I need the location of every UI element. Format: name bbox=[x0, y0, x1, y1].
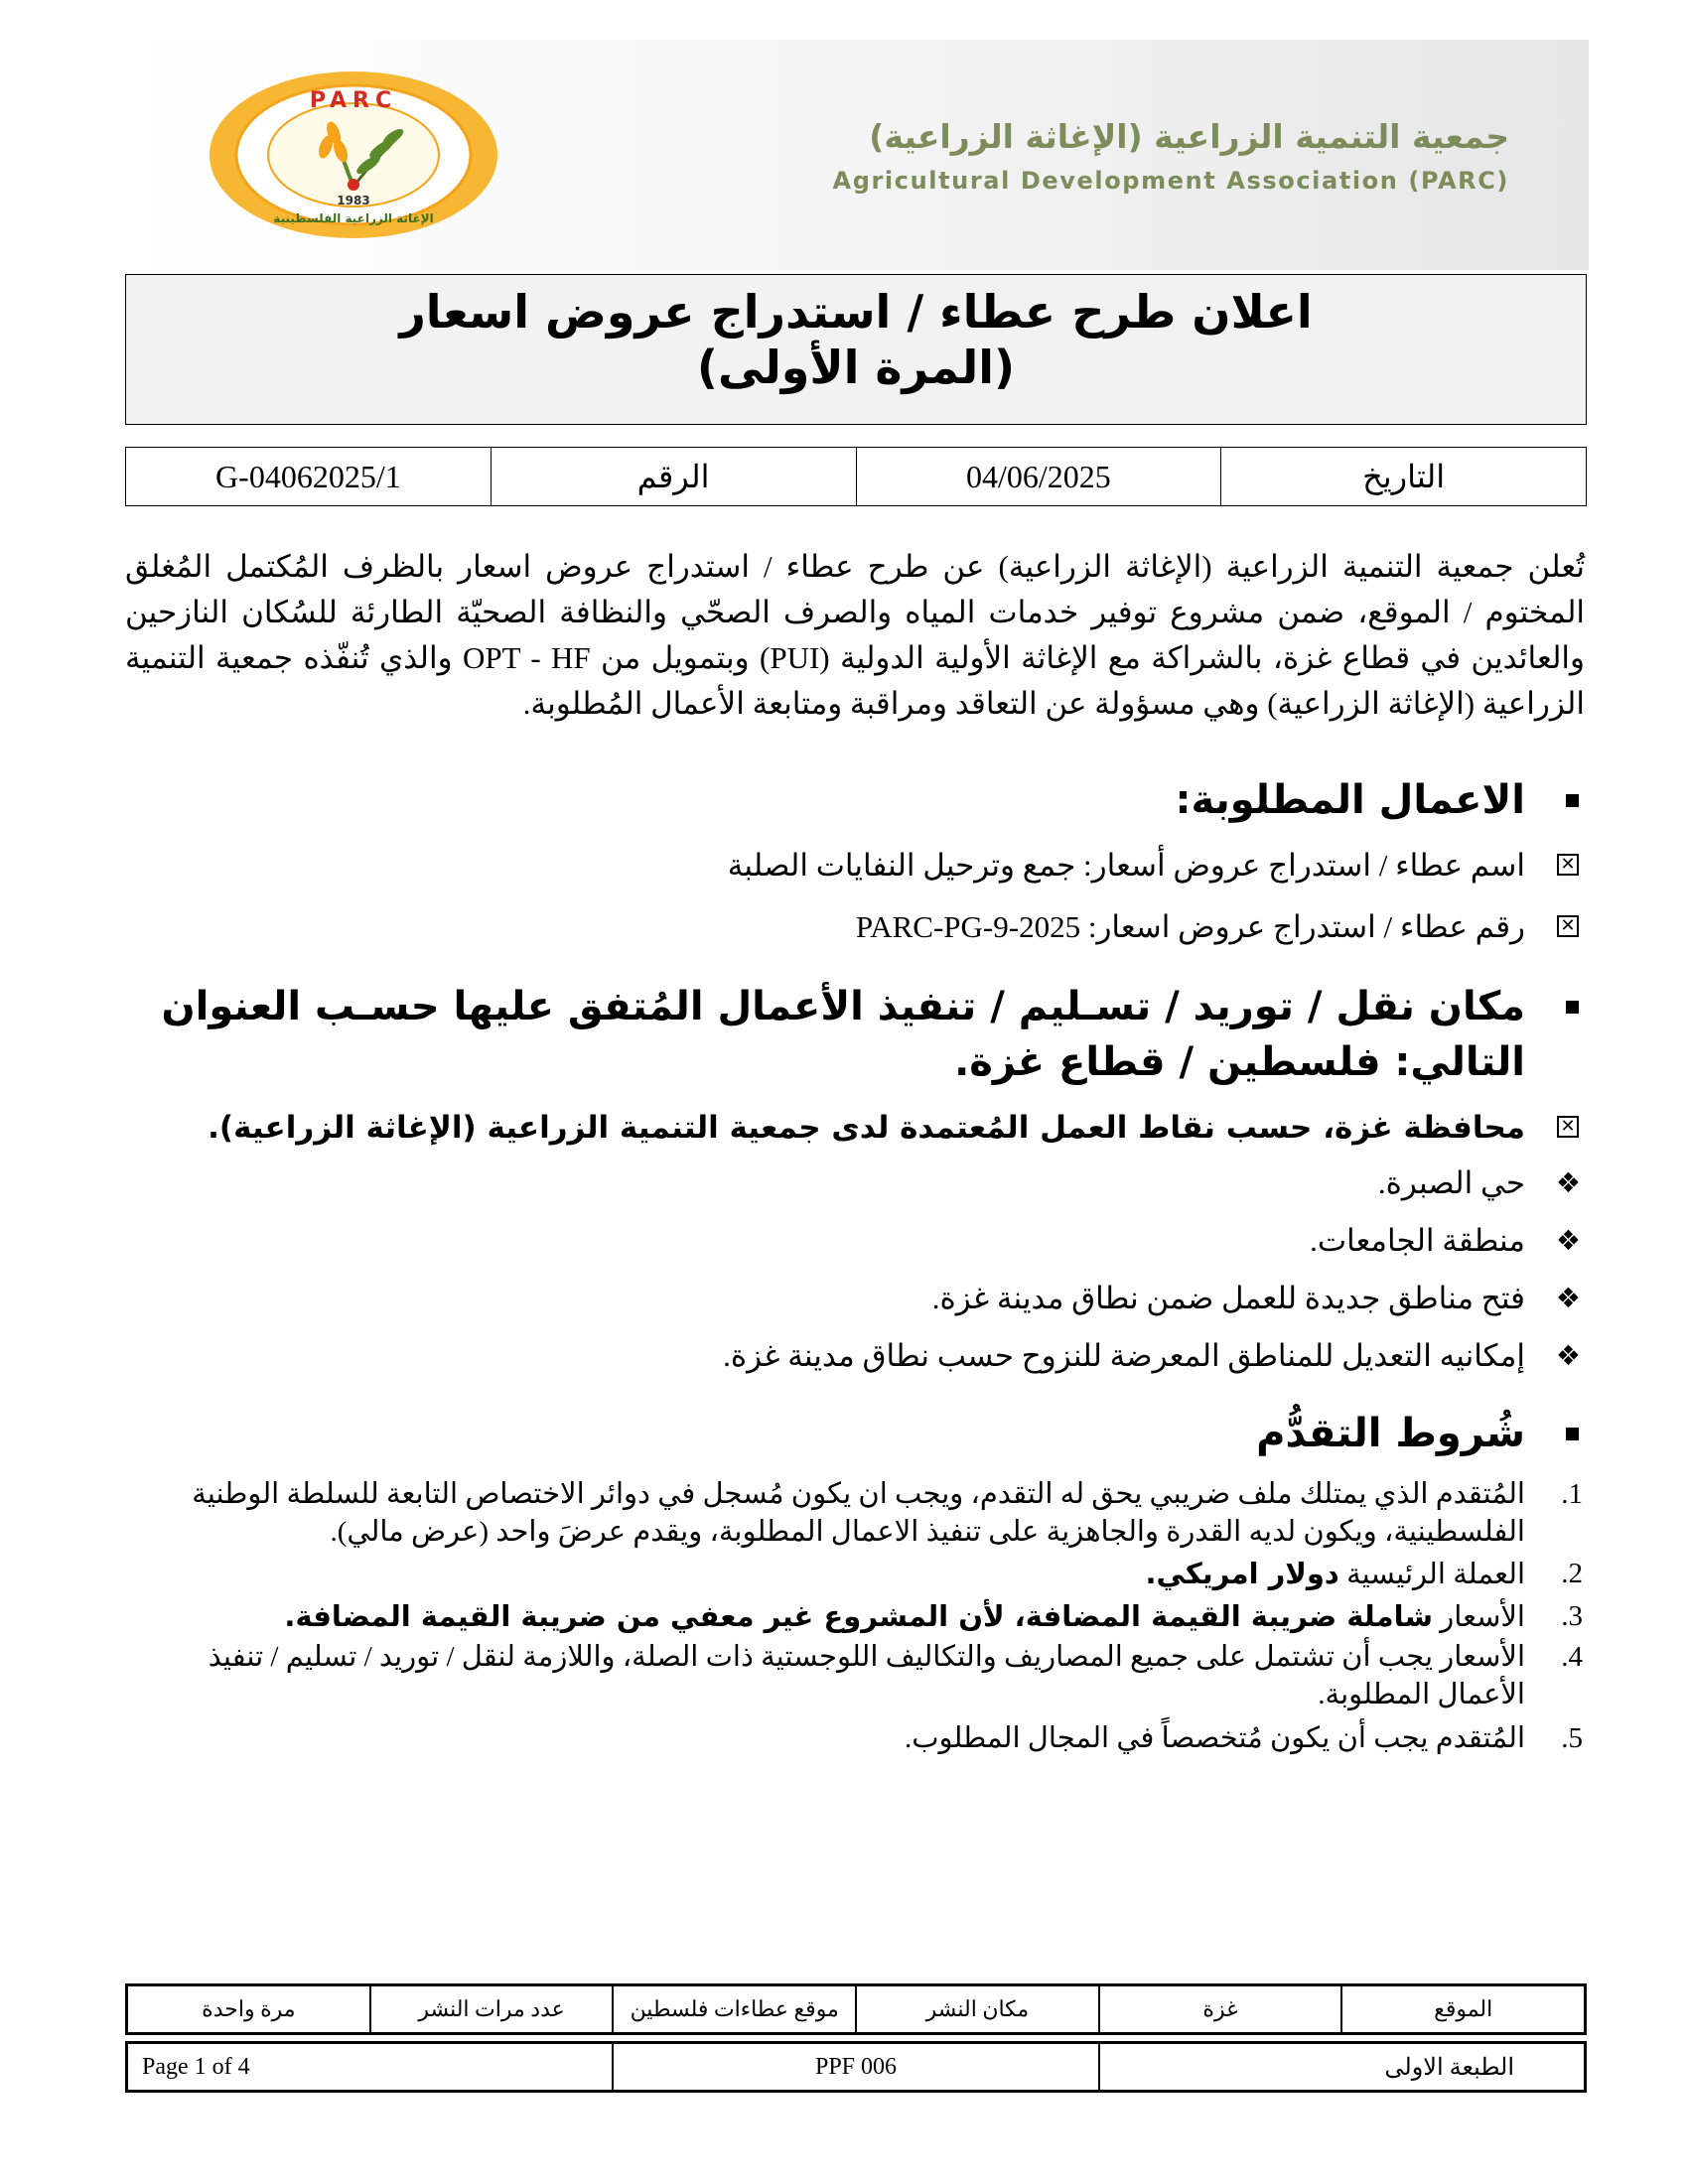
footer-cell: عدد مرات النشر bbox=[370, 1985, 614, 2033]
announcement-body bbox=[125, 544, 1585, 1757]
footer-cell: مكان النشر bbox=[856, 1985, 1099, 2033]
footer-cell: غزة bbox=[1099, 1985, 1342, 2033]
edition-cell: الطبعة الاولى bbox=[1099, 2043, 1585, 2091]
condition-item: 4. الأسعار يجب أن تشتمل على جميع المصاريف والتكاليف اللوجستية ذات الصلة، واللازمة لنقل / توريد / تسليم / تنفيذ الأعمال المطلوبة. bbox=[208, 1641, 1583, 1710]
area-item: ❖ فتح مناطق جديدة للعمل ضمن نطاق مدينة غزة. bbox=[125, 1277, 1585, 1320]
condition-item: 1. المُتقدم الذي يمتلك ملف ضريبي يحق له التقدم، ويجب ان يكون مُسجل في دوائر الاختصاص التابعة للسلطة الوطنية الفلسطينية، ويكون لديه القدرة والجاهزية على تنفيذ الاعمال المطلوبة، ويقدم عرضَ واحد (عرض مالي). bbox=[192, 1478, 1583, 1548]
announcement-title-box bbox=[125, 274, 1587, 425]
works-item: ✕ رقم عطاء / استدراج عروض اسعار: PARC-PG-9-2025 bbox=[125, 905, 1585, 949]
diamond-bullet-icon: ❖ bbox=[1555, 1224, 1581, 1257]
org-name-arabic: جمعية التنمية الزراعية (الإغاثة الزراعية) bbox=[869, 117, 1509, 156]
page-number-cell: Page 1 of 4 bbox=[127, 2043, 613, 2091]
footer-cell: مرة واحدة bbox=[127, 1985, 370, 2033]
announcement-title: اعلان طرح عطاء / استدراج عروض اسعار bbox=[399, 285, 1313, 339]
checked-box-icon: ✕ bbox=[1557, 1116, 1579, 1138]
date-value: 04/06/2025 bbox=[856, 448, 1221, 506]
announcement-subtitle: (المرة الأولى) bbox=[696, 341, 1016, 394]
area-item: ❖ إمكانيه التعديل للمناطق المعرضة للنزوح حسب نطاق مدينة غزة. bbox=[125, 1334, 1585, 1378]
footer-cell: موقع عطاءات فلسطين bbox=[613, 1985, 856, 2033]
info-table bbox=[125, 447, 1587, 506]
works-item: ✕ اسم عطاء / استدراج عروض أسعار: جمع وترحيل النفايات الصلبة bbox=[125, 844, 1585, 887]
footer-cell: الموقع bbox=[1341, 1985, 1585, 2033]
org-name-english: Agricultural Development Association (PARC) bbox=[832, 167, 1509, 195]
checked-box-icon: ✕ bbox=[1557, 915, 1579, 937]
area-item: ❖ حي الصبرة. bbox=[125, 1161, 1585, 1205]
conditions-heading: شُروط التقدُّم bbox=[125, 1406, 1585, 1461]
number-value: G-04062025/1 bbox=[126, 448, 492, 506]
logo-parc-text: PARC bbox=[309, 88, 398, 113]
square-bullet-icon bbox=[1566, 794, 1579, 807]
diamond-bullet-icon: ❖ bbox=[1555, 1282, 1581, 1314]
condition-item: 5. المُتقدم يجب أن يكون مُتخصصاً في المجال المطلوب. bbox=[904, 1722, 1583, 1754]
condition-item: 3. الأسعار شاملة ضريبة القيمة المضافة، لأن المشروع غير معفي من ضريبة القيمة المضافة. bbox=[284, 1599, 1583, 1633]
governorate-item: ✕ محافظة غزة، حسب نقاط العمل المُعتمدة لدى جمعية التنمية الزراعية (الإغاثة الزراعية). bbox=[125, 1106, 1585, 1150]
form-code-cell: PPF 006 bbox=[613, 2043, 1098, 2091]
location-heading: مكان نقل / توريد / تسـليم / تنفيذ الأعمال المُتفق عليها حسـب العنوان التالي: فلسطين / قطاع غزة. bbox=[125, 979, 1585, 1090]
diamond-bullet-icon: ❖ bbox=[1555, 1166, 1581, 1199]
logo-year: 1983 bbox=[337, 194, 370, 207]
letterhead bbox=[125, 40, 1589, 270]
square-bullet-icon bbox=[1566, 1428, 1579, 1440]
diamond-bullet-icon: ❖ bbox=[1555, 1339, 1581, 1372]
area-item: ❖ منطقة الجامعات. bbox=[125, 1219, 1585, 1263]
page-footer-table bbox=[125, 2041, 1587, 2093]
date-label: التاريخ bbox=[1221, 448, 1587, 506]
logo-arabic-text: الإغاثة الزراعية الفلسطينية bbox=[273, 211, 434, 225]
parc-logo bbox=[205, 68, 502, 241]
publication-footer-table bbox=[125, 1983, 1587, 2035]
condition-item: 2. العملة الرئيسية دولار امريكي. bbox=[1145, 1557, 1583, 1590]
number-label: الرقم bbox=[491, 448, 856, 506]
intro-paragraph: تُعلن جمعية التنمية الزراعية (الإغاثة الزراعية) عن طرح عطاء / استدراج عروض اسعار بالظرف المُكتمل المُغلق المختوم / الموقع، ضمن مشروع توفير خدمات المياه والصرف الصحّي والنظافة الصحيّة الطارئة للسُكان النازحين والعائدين في قطاع غزة، بالشراكة مع الإغاثة الأولية الدولية (PUI) وبتمويل من OPT - HF والذي تُنفّذه جمعية التنمية الزراعية (الإغاثة الزراعية) وهي مسؤولة عن التعاقد ومراقبة ومتابعة الأعمال المُطلوبة. bbox=[125, 549, 1585, 721]
square-bullet-icon bbox=[1566, 1001, 1579, 1014]
works-heading: الاعمال المطلوبة: bbox=[125, 772, 1585, 828]
checked-box-icon: ✕ bbox=[1557, 854, 1579, 876]
